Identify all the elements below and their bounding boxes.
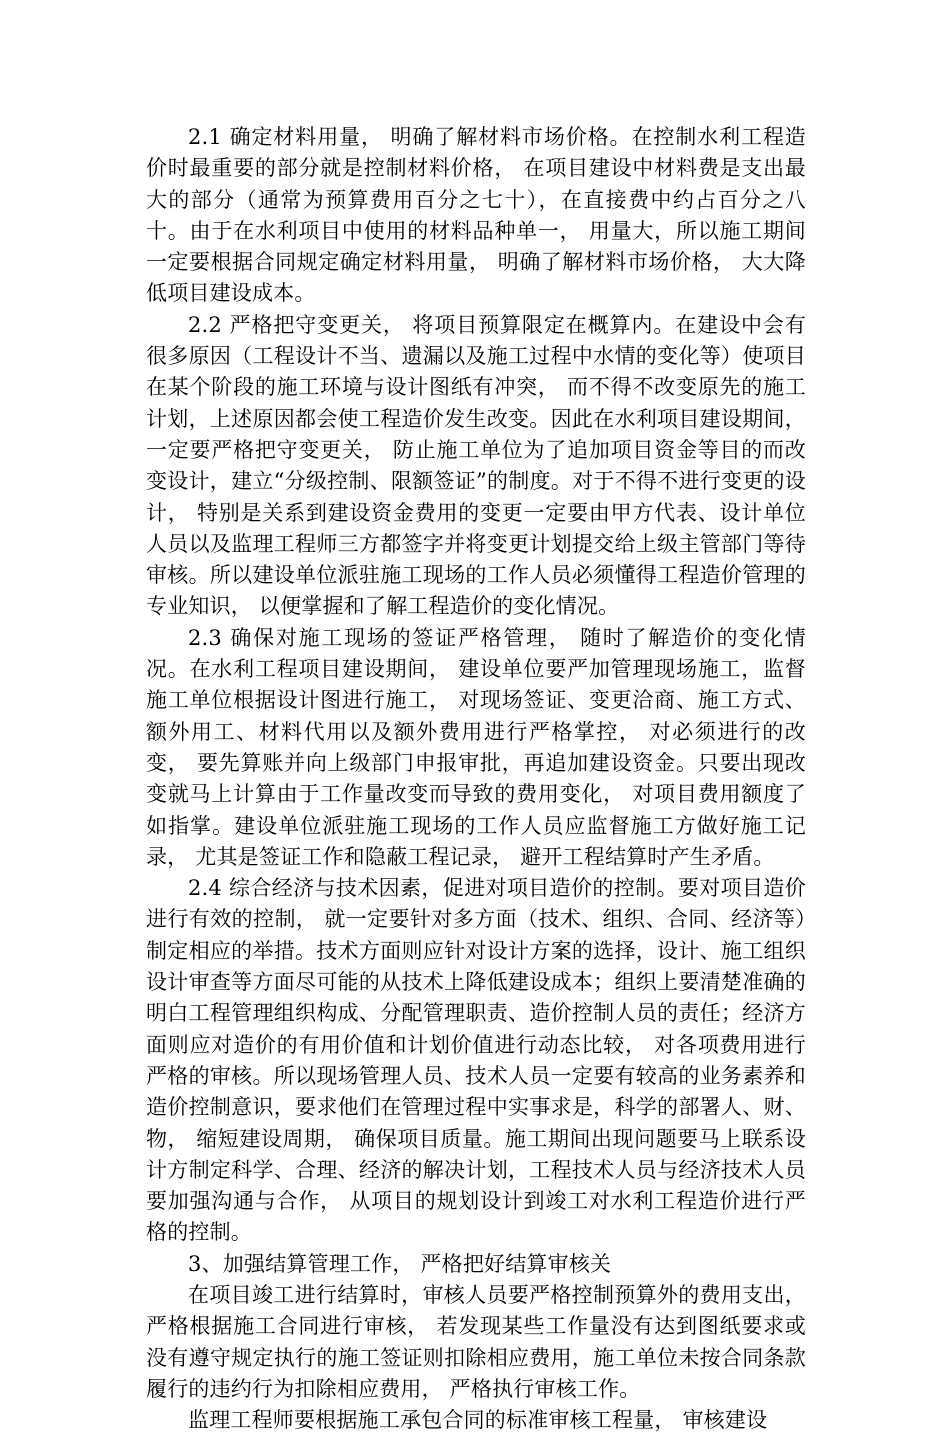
paragraph-2-2: 2.2 严格把守变更关， 将项目预算限定在概算内。在建设中会有很多原因（工程设计不当、遗漏以及施工过程中水情的变化等）使项目在某个阶段的施工环境与设计图纸有冲突， 而不得不改变原先的施工计划，上述原因都会使工程造价发生改变。因此在水利项目建设期间， 一定要严格把守变更关， 防止施工单位为了追加项目资金等目的而改变设计，建立“分级控制、限额签证”的制度。对于不得不进行变更的设计， 特别是关系到建设资金费用的变更一定要由甲方代表、设计单位人员以及监理工程师三方都签字并将变更计划提交给上级主管部门等待审核。所以建设单位派驻施工现场的工作人员必须懂得工程造价管理的专业知识， 以便掌握和了解工程造价的变化情况。 — [146, 312, 806, 619]
paragraph-supervisor: 监理工程师要根据施工承包合同的标准审核工程量， 审核建设 — [188, 1408, 768, 1433]
section-heading-3: 3、加强结算管理工作， 严格把好结算审核关 — [188, 1251, 612, 1276]
paragraph-2-4: 2.4 综合经济与技术因素，促进对项目造价的控制。要对项目造价进行有效的控制， 就一定要针对多方面（技术、组织、合同、经济等）制定相应的举措。技术方面则应针对设计方案的选择，设计、施工组织设计审查等方面尽可能的从技术上降低建设成本；组织上要清楚准确的明白工程管理组织构成、分配管理职责、造价控制人员的责任；经济方面则应对造价的有用价值和计划价值进行动态比较， 对各项费用进行严格的审核。所以现场管理人员、技术人员一定要有较高的业务素养和造价控制意识，要求他们在管理过程中实事求是，科学的部署人、财、物， 缩短建设周期， 确保项目质量。施工期间出现问题要马上联系设计方制定科学、合理、经济的解决计划，工程技术人员与经济技术人员要加强沟通与合作， 从项目的规划设计到竣工对水利工程造价进行严格的控制。 — [146, 876, 806, 1245]
paragraph-settlement-review: 在项目竣工进行结算时，审核人员要严格控制预算外的费用支出，严格根据施工合同进行审核， 若发现某些工作量没有达到图纸要求或没有遵守规定执行的施工签证则扣除相应费用，施工单位未按合同条款履行的违约行为扣除相应费用， 严格执行审核工作。 — [146, 1282, 806, 1401]
paragraph-2-1: 2.1 确定材料用量， 明确了解材料市场价格。在控制水利工程造价时最重要的部分就是控制材料价格， 在项目建设中材料费是支出最大的部分（通常为预算费用百分之七十），在直接费中约占百分之八十。由于在水利项目中使用的材料品种单一， 用量大，所以施工期间一定要根据合同规定确定材料用量， 明确了解材料市场价格， 大大降低项目建设成本。 — [146, 125, 806, 306]
paragraph-2-3: 2.3 确保对施工现场的签证严格管理， 随时了解造价的变化情况。在水利工程项目建设期间， 建设单位要严加管理现场施工，监督施工单位根据设计图进行施工， 对现场签证、变更洽商、施工方式、额外用工、材料代用以及额外费用进行严格掌控， 对必须进行的改变， 要先算账并向上级部门申报审批，再追加建设资金。只要出现改变就马上计算由于工作量改变而导致的费用变化， 对项目费用额度了如指掌。建设单位派驻施工现场的工作人员应监督施工方做好施工记录， 尤其是签证工作和隐蔽工程记录， 避开工程结算时产生矛盾。 — [146, 625, 806, 869]
document-body — [146, 122, 806, 1436]
